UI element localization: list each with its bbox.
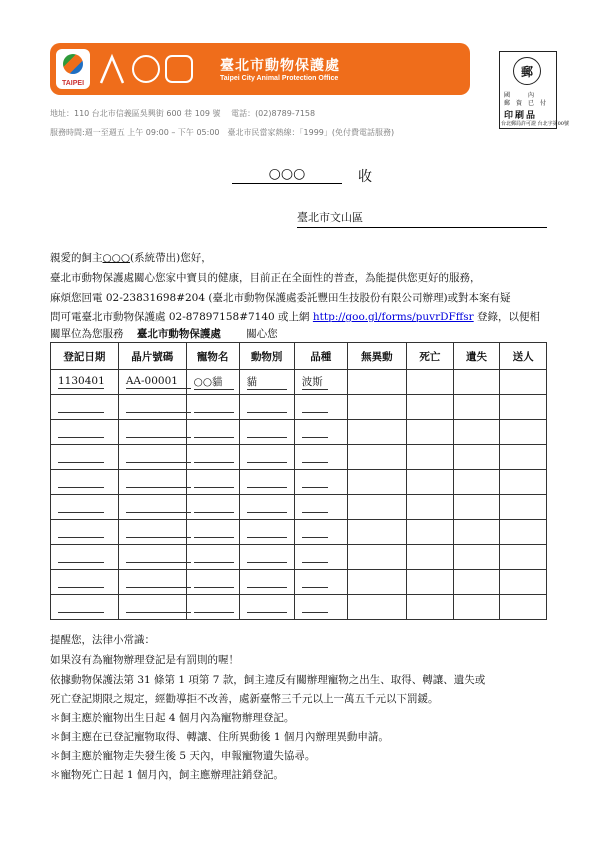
- postage-seal-icon: 郵: [513, 57, 541, 85]
- receive-label: 收: [358, 169, 372, 185]
- cell-breed[interactable]: [294, 395, 347, 420]
- notes-line5: ＊飼主應在已登記寵物取得、轉讓、住所異動後 1 個月內辦理異動申請。: [50, 731, 389, 743]
- checkbox-no-change[interactable]: [347, 545, 406, 570]
- blank-line: [194, 524, 234, 538]
- header-pet-name: 寵物名: [186, 343, 239, 370]
- blank-line: [58, 424, 104, 438]
- blank-line: [247, 424, 287, 438]
- checkbox-lost[interactable]: [453, 570, 500, 595]
- postage-paid-mark: [499, 51, 569, 129]
- header-lost: 遺失: [453, 343, 500, 370]
- blank-line: [302, 474, 328, 488]
- cell-chip-number[interactable]: [118, 395, 186, 420]
- checkbox-given-away[interactable]: [500, 545, 547, 570]
- header-species: 動物別: [239, 343, 294, 370]
- checkbox-lost[interactable]: [453, 370, 500, 395]
- cell-pet-name: ○○貓: [186, 370, 239, 395]
- cell-breed[interactable]: [294, 495, 347, 520]
- cell-pet-name[interactable]: [186, 395, 239, 420]
- notes-line1: 如果沒有為寵物辦理登記是有罰則的喔！: [50, 654, 239, 666]
- cell-chip-number[interactable]: [118, 545, 186, 570]
- cell-pet-name[interactable]: [186, 545, 239, 570]
- checkbox-given-away[interactable]: [500, 395, 547, 420]
- checkbox-lost[interactable]: [453, 395, 500, 420]
- circle-symbol-icon: [132, 55, 160, 83]
- notes-line3: 死亡登記期限之規定，經勸導拒不改善，處新臺幣三千元以上一萬五千元以下罰鍰。: [50, 693, 439, 705]
- blank-line: [126, 524, 191, 538]
- checkbox-lost[interactable]: [453, 470, 500, 495]
- blank-line: [194, 599, 234, 613]
- cell-pet-name[interactable]: [186, 495, 239, 520]
- blank-line: [247, 399, 287, 413]
- cell-breed[interactable]: [294, 595, 347, 620]
- cell-registration-date[interactable]: [51, 420, 119, 445]
- cell-registration-date[interactable]: [51, 445, 119, 470]
- blank-line: [194, 424, 234, 438]
- checkbox-no-change[interactable]: [347, 370, 406, 395]
- blank-line: [247, 499, 287, 513]
- blank-line: [302, 424, 328, 438]
- address-line: 地址：110 台北市信義區吳興街 600 巷 109 號 電話：(02)8789-7158: [50, 109, 316, 118]
- header-no-change: 無異動: [347, 343, 406, 370]
- blank-line: [126, 424, 191, 438]
- cell-pet-name[interactable]: [186, 445, 239, 470]
- blank-line: [126, 449, 191, 463]
- checkbox-given-away[interactable]: [500, 570, 547, 595]
- table-row: [51, 395, 547, 420]
- checkbox-lost[interactable]: [453, 445, 500, 470]
- cell-breed[interactable]: [294, 445, 347, 470]
- blank-line: [194, 474, 234, 488]
- cell-registration-date[interactable]: [51, 395, 119, 420]
- blank-line: [194, 574, 234, 588]
- blank-line: [58, 449, 104, 463]
- checkbox-lost[interactable]: [453, 545, 500, 570]
- checkbox-no-change[interactable]: [347, 570, 406, 595]
- cell-chip-number[interactable]: [118, 470, 186, 495]
- checkbox-deceased[interactable]: [407, 370, 454, 395]
- notes-line7: ＊寵物死亡日起 1 個月內，飼主應辦理註銷登記。: [50, 769, 284, 781]
- table-row: [51, 420, 547, 445]
- checkbox-no-change[interactable]: [347, 495, 406, 520]
- letter-line5-suffix: 關心您: [246, 328, 278, 340]
- checkbox-given-away[interactable]: [500, 370, 547, 395]
- office-name: 臺北市動物保護處: [136, 328, 221, 340]
- checkbox-lost[interactable]: [453, 520, 500, 545]
- table-row: [51, 520, 547, 545]
- postmark-permit: 台北郵局許可證 台北字第00號: [501, 121, 569, 127]
- checkbox-no-change[interactable]: [347, 520, 406, 545]
- checkbox-deceased[interactable]: [407, 545, 454, 570]
- blank-line: [126, 574, 191, 588]
- blank-line: [302, 499, 328, 513]
- blank-line: [194, 499, 234, 513]
- checkbox-no-change[interactable]: [347, 595, 406, 620]
- postmark-line1: 國 內: [504, 92, 535, 99]
- pet-registration-table: [50, 342, 547, 620]
- taipei-city-logo: [56, 49, 90, 89]
- org-name: 臺北市動物保護處: [220, 58, 340, 74]
- header-given-away: 送人: [500, 343, 547, 370]
- blank-line: [58, 399, 104, 413]
- cell-chip-number[interactable]: [118, 520, 186, 545]
- blank-line: [302, 549, 328, 563]
- checkbox-no-change[interactable]: [347, 445, 406, 470]
- cell-registration-date[interactable]: [51, 595, 119, 620]
- blank-line: [194, 399, 234, 413]
- checkbox-deceased[interactable]: [407, 420, 454, 445]
- table-row: [51, 570, 547, 595]
- checkbox-no-change[interactable]: [347, 395, 406, 420]
- org-name-english: Taipei City Animal Protection Office: [220, 75, 339, 82]
- checkbox-deceased[interactable]: [407, 520, 454, 545]
- blank-line: [58, 499, 104, 513]
- cell-species[interactable]: [239, 520, 294, 545]
- blank-line: [194, 549, 234, 563]
- registration-form-link[interactable]: http://goo.gl/forms/puvrDFffsr: [312, 311, 474, 323]
- letter-line4: [50, 309, 540, 324]
- blank-line: [126, 599, 191, 613]
- postmark-printed-matter: 印刷品: [504, 111, 538, 121]
- blank-line: [126, 549, 191, 563]
- table-row: [51, 595, 547, 620]
- cell-species[interactable]: [239, 570, 294, 595]
- table-header-row: [51, 343, 547, 370]
- checkbox-deceased[interactable]: [407, 495, 454, 520]
- cell-breed[interactable]: [294, 520, 347, 545]
- checkbox-lost[interactable]: [453, 595, 500, 620]
- blank-line: [126, 399, 191, 413]
- cell-chip-number[interactable]: [118, 570, 186, 595]
- blank-line: [58, 524, 104, 538]
- cell-chip-number: AA-00001: [118, 370, 186, 395]
- heart-symbol-icon: [165, 55, 193, 83]
- blank-line: [247, 549, 287, 563]
- table-row: [51, 495, 547, 520]
- table-row: [51, 545, 547, 570]
- table-row: [51, 370, 547, 395]
- service-hours-line: 服務時間:週一至週五 上午 09:00 – 下午 05:00 臺北市民當家熱線：「1999」(免付費電話服務): [50, 128, 395, 137]
- cell-breed[interactable]: [294, 420, 347, 445]
- header-deceased: 死亡: [407, 343, 454, 370]
- taipei-logo-label: TAIPEI: [61, 80, 85, 87]
- cell-species[interactable]: [239, 470, 294, 495]
- blank-line: [302, 399, 328, 413]
- cell-breed[interactable]: [294, 570, 347, 595]
- notes-title: 提醒您，法律小常識：: [50, 634, 155, 646]
- header-banner: [50, 43, 470, 95]
- cell-registration-date[interactable]: [51, 545, 119, 570]
- blank-line: [126, 474, 191, 488]
- cell-registration-date[interactable]: [51, 495, 119, 520]
- letter-line2: 臺北市動物保護處關心您家中寶貝的健康，目前正在全面性的普查，為能提供您更好的服務，: [50, 272, 481, 284]
- cell-pet-name[interactable]: [186, 595, 239, 620]
- blank-line: [247, 524, 287, 538]
- taipei-logo-icon: [63, 54, 83, 74]
- letter-line5-prefix: 關單位為您服務: [50, 328, 124, 340]
- checkbox-given-away[interactable]: [500, 495, 547, 520]
- blank-line: [302, 524, 328, 538]
- checkbox-deceased[interactable]: [407, 570, 454, 595]
- cell-breed[interactable]: [294, 470, 347, 495]
- salutation-prefix: 親愛的飼主: [50, 252, 103, 264]
- postmark-line2: 郵 資 已 付: [504, 100, 547, 107]
- blank-line: [126, 499, 191, 513]
- notes-line4: ＊飼主應於寵物出生日起 4 個月內為寵物辦理登記。: [50, 712, 295, 724]
- cell-breed: 波斯: [294, 370, 347, 395]
- cell-pet-name[interactable]: [186, 420, 239, 445]
- cell-species[interactable]: [239, 545, 294, 570]
- cell-pet-name[interactable]: [186, 520, 239, 545]
- letter-line4-prefix: 問可電臺北市動物保護處 02-87897158#7140 或上網: [50, 311, 310, 323]
- blank-line: [58, 549, 104, 563]
- checkbox-deceased[interactable]: [407, 595, 454, 620]
- salutation-suffix: (系統帶出)您好，: [130, 252, 212, 264]
- blank-line: [58, 599, 104, 613]
- recipient-name: ○○○: [232, 166, 342, 184]
- salutation: [50, 250, 212, 265]
- blank-line: [194, 449, 234, 463]
- blank-line: [302, 599, 328, 613]
- blank-line: [58, 574, 104, 588]
- checkbox-deceased[interactable]: [407, 395, 454, 420]
- blank-line: [58, 474, 104, 488]
- cell-registration-date: 1130401: [51, 370, 119, 395]
- blank-line: [247, 474, 287, 488]
- header-registration-date: 登記日期: [51, 343, 119, 370]
- cell-pet-name[interactable]: [186, 570, 239, 595]
- cell-chip-number[interactable]: [118, 595, 186, 620]
- blank-line: [247, 599, 287, 613]
- letter-line3: 麻煩您回電 02-23831698#204 (臺北市動物保護處委託豐田生技股份有限公司辦理)或對本案有疑: [50, 292, 511, 304]
- cell-species[interactable]: [239, 445, 294, 470]
- checkbox-deceased[interactable]: [407, 445, 454, 470]
- checkbox-given-away[interactable]: [500, 520, 547, 545]
- letter-line5: [50, 326, 278, 341]
- cell-registration-date[interactable]: [51, 570, 119, 595]
- checkbox-lost[interactable]: [453, 495, 500, 520]
- blank-line: [247, 449, 287, 463]
- checkbox-given-away[interactable]: [500, 420, 547, 445]
- checkbox-deceased[interactable]: [407, 470, 454, 495]
- cell-species[interactable]: [239, 595, 294, 620]
- checkbox-no-change[interactable]: [347, 420, 406, 445]
- blank-line: [302, 574, 328, 588]
- cell-species[interactable]: [239, 495, 294, 520]
- notes-line2: 依據動物保護法第 31 條第 1 項第 7 款，飼主違反有關辦理寵物之出生、取得、轉讓、遺失或: [50, 674, 486, 686]
- blank-line: [247, 574, 287, 588]
- cell-breed[interactable]: [294, 545, 347, 570]
- header-chip-number: 晶片號碼: [118, 343, 186, 370]
- checkbox-no-change[interactable]: [347, 470, 406, 495]
- cell-species: 貓: [239, 370, 294, 395]
- table-row: [51, 470, 547, 495]
- checkbox-given-away[interactable]: [500, 445, 547, 470]
- cell-chip-number[interactable]: [118, 420, 186, 445]
- checkbox-given-away[interactable]: [500, 470, 547, 495]
- checkbox-given-away[interactable]: [500, 595, 547, 620]
- person-symbol-icon: [98, 53, 126, 85]
- cell-species[interactable]: [239, 420, 294, 445]
- cell-chip-number[interactable]: [118, 495, 186, 520]
- recipient-district: 臺北市文山區: [297, 209, 547, 228]
- cell-pet-name[interactable]: [186, 470, 239, 495]
- letter-line4-suffix: 登錄，以便相: [477, 311, 541, 323]
- cell-chip-number[interactable]: [118, 445, 186, 470]
- owner-name: ○○○: [102, 252, 130, 264]
- notes-line6: ＊飼主應於寵物走失發生後 5 天內，申報寵物遺失協尋。: [50, 750, 316, 762]
- table-row: [51, 445, 547, 470]
- cell-registration-date[interactable]: [51, 520, 119, 545]
- cell-species[interactable]: [239, 395, 294, 420]
- header-breed: 品種: [294, 343, 347, 370]
- cell-registration-date[interactable]: [51, 470, 119, 495]
- blank-line: [302, 449, 328, 463]
- checkbox-lost[interactable]: [453, 420, 500, 445]
